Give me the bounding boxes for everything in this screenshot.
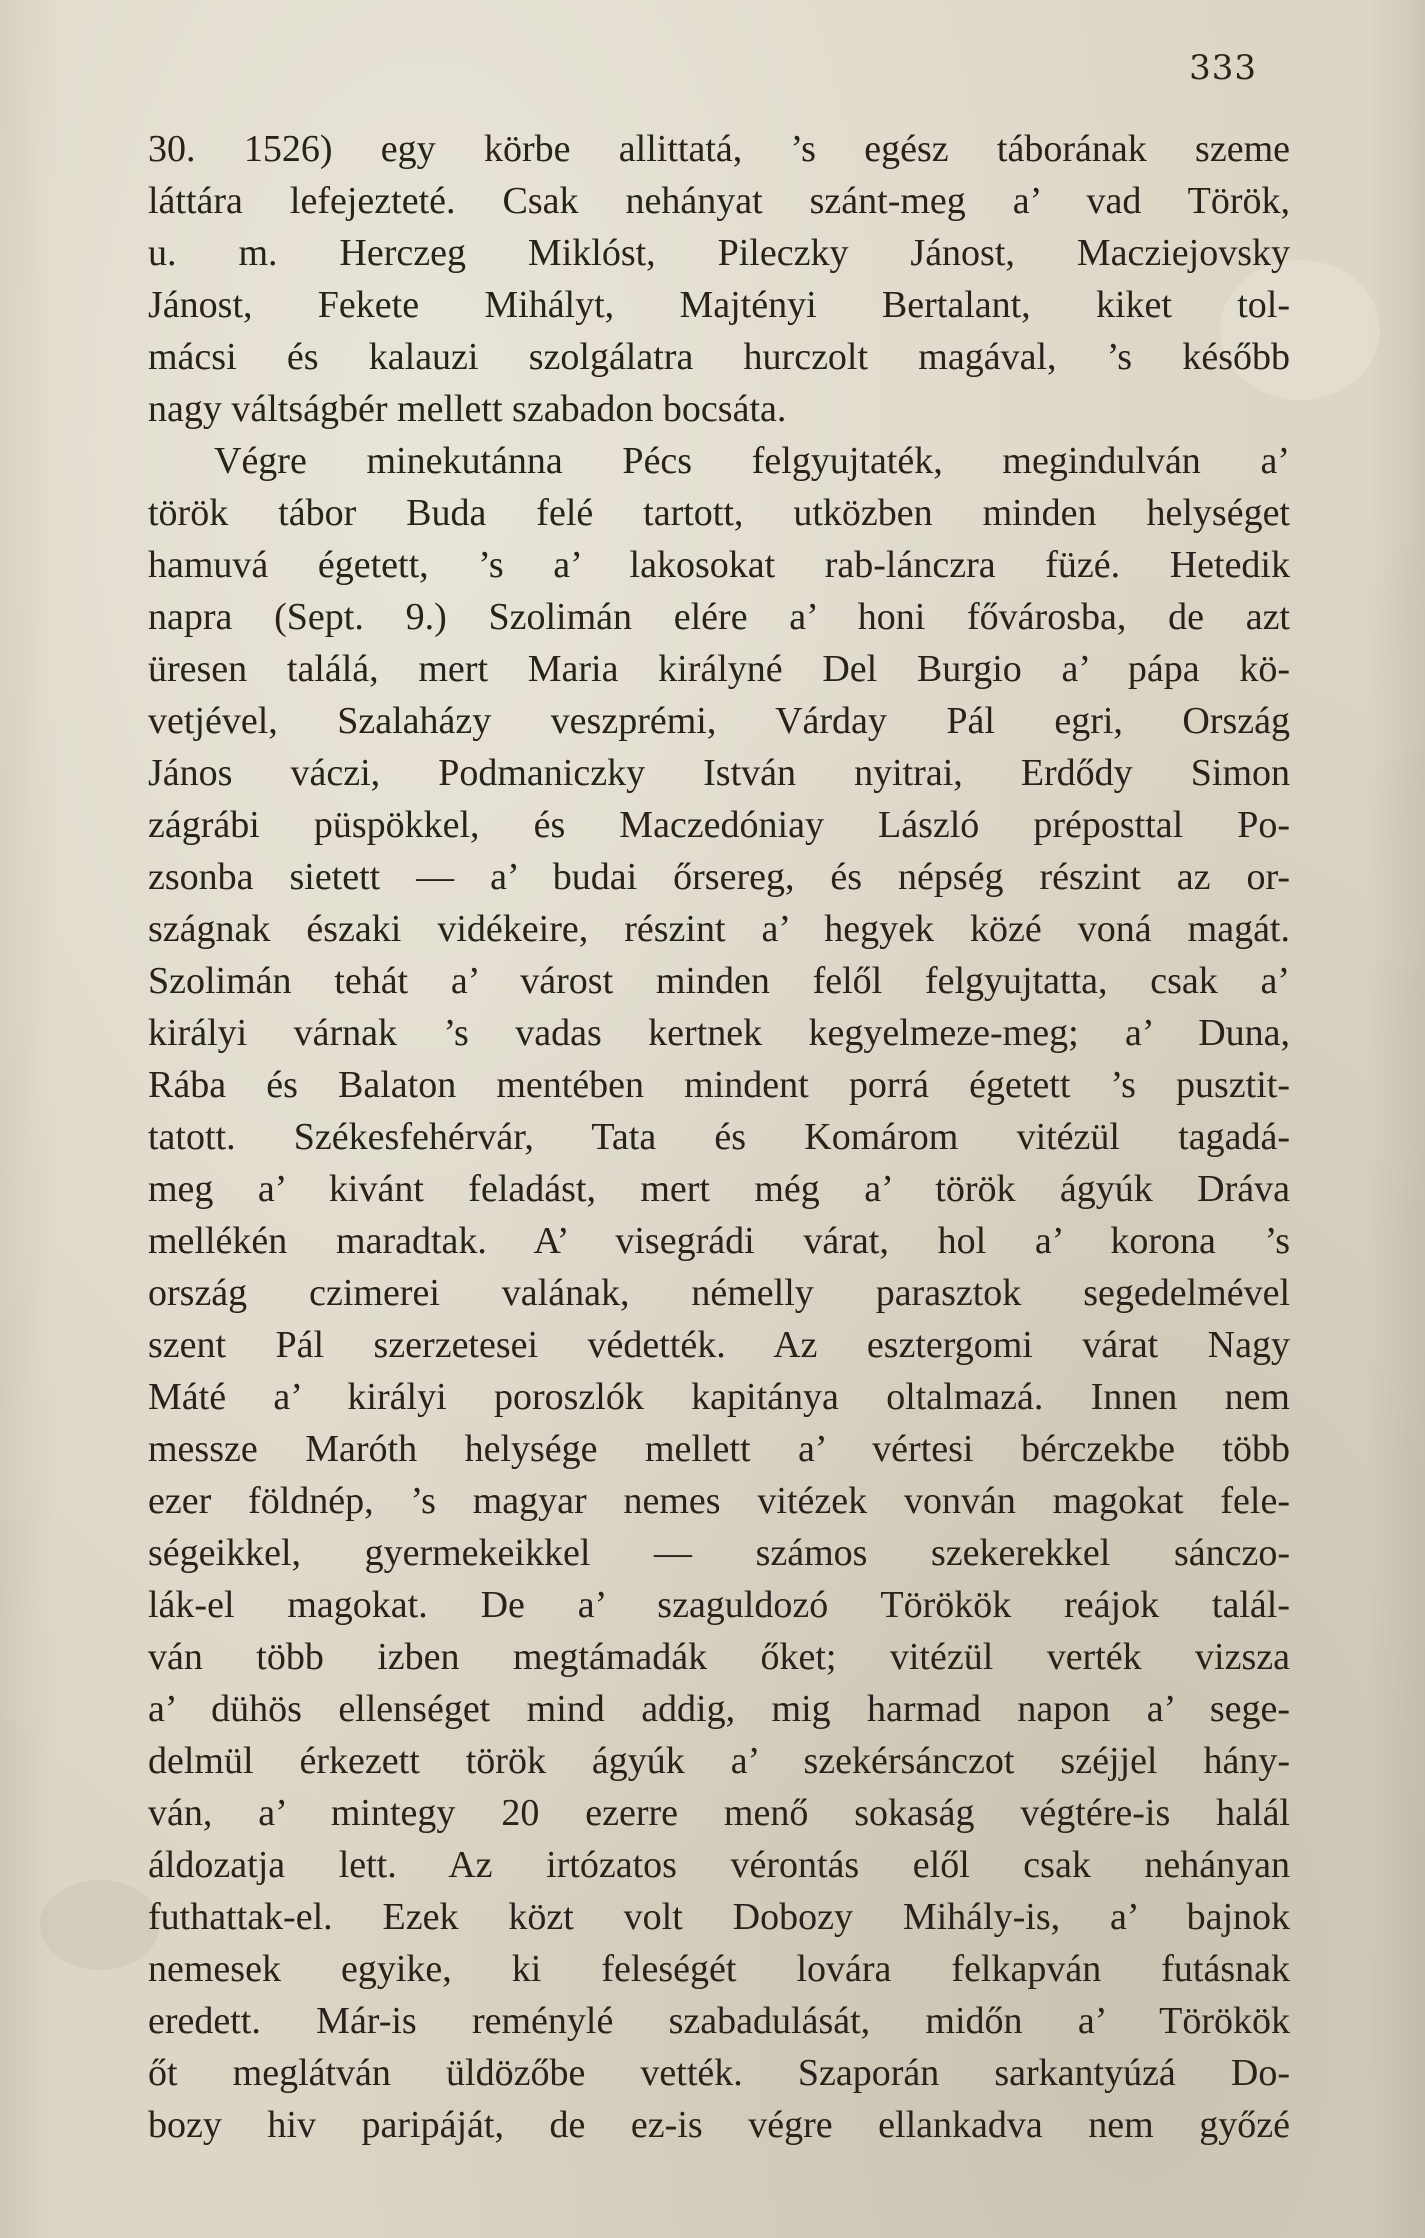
text-line: messze Maróth helysége mellett a’ vértesi bérczekbe több (148, 1428, 1290, 1470)
page-number: 333 (1189, 48, 1257, 88)
text-line: ország czimerei valának, némelly parasztok segedelmével (148, 1272, 1290, 1314)
text-line: szent Pál szerzetesei védették. Az esztergomi várat Nagy (148, 1324, 1290, 1366)
paper-stain (40, 1880, 160, 1970)
text-line: bozy hiv paripáját, de ez-is végre ellankadva nem győzé (148, 2104, 1290, 2146)
text-line: török tábor Buda felé tartott, utközben minden helységet (148, 492, 1290, 534)
text-line: Jánost, Fekete Mihályt, Majtényi Bertalant, kiket tol- (148, 284, 1290, 326)
text-line: János váczi, Podmaniczky István nyitrai, Erdődy Simon (148, 752, 1290, 794)
text-line: királyi várnak ’s vadas kertnek kegyelmeze-meg; a’ Duna, (148, 1012, 1290, 1054)
text-line: ván több izben megtámadák őket; vitézül verték vizsza (148, 1636, 1290, 1678)
text-line: Rába és Balaton mentében mindent porrá égetett ’s pusztit- (148, 1064, 1290, 1106)
text-line: szágnak északi vidékeire, részint a’ hegyek közé voná magát. (148, 908, 1290, 950)
text-line: áldozatja lett. Az irtózatos vérontás elől csak nehányan (148, 1844, 1290, 1886)
text-line: őt meglátván üldözőbe vették. Szaporán sarkantyúzá Do- (148, 2052, 1290, 2094)
text-line: nagy váltságbér mellett szabadon bocsáta. (148, 388, 787, 430)
text-line: futhattak-el. Ezek közt volt Dobozy Mihály-is, a’ bajnok (148, 1896, 1290, 1938)
text-line: a’ dühös ellenséget mind addig, mig harmad napon a’ sege- (148, 1688, 1290, 1730)
text-line: üresen találá, mert Maria királyné Del Burgio a’ pápa kö- (148, 648, 1290, 690)
text-line: ezer földnép, ’s magyar nemes vitézek vonván magokat fele- (148, 1480, 1290, 1522)
text-line: ségeikkel, gyermekeikkel — számos szekerekkel sánczo- (148, 1532, 1290, 1574)
text-line: tatott. Székesfehérvár, Tata és Komárom vitézül tagadá- (148, 1116, 1290, 1158)
text-line: hamuvá égetett, ’s a’ lakosokat rab-lánczra füzé. Hetedik (148, 544, 1290, 586)
text-line: zsonba sietett — a’ budai őrsereg, és népség részint az or- (148, 856, 1290, 898)
text-line: lák-el magokat. De a’ szaguldozó Törökök reájok talál- (148, 1584, 1290, 1626)
body-text (148, 123, 1290, 2151)
text-line: ván, a’ mintegy 20 ezerre menő sokaság végtére-is halál (148, 1792, 1290, 1834)
text-line: Végre minekutánna Pécs felgyujtaték, megindulván a’ (214, 440, 1290, 482)
text-line: napra (Sept. 9.) Szolimán elére a’ honi fővárosba, de azt (148, 596, 1290, 638)
text-line: eredett. Már-is reménylé szabadulását, midőn a’ Törökök (148, 2000, 1290, 2042)
text-line: meg a’ kivánt feladást, mert még a’ török ágyúk Dráva (148, 1168, 1290, 1210)
text-line: láttára lefejezteté. Csak nehányat szánt-meg a’ vad Török, (148, 180, 1290, 222)
text-line: delmül érkezett török ágyúk a’ szekérsánczot széjjel hány- (148, 1740, 1290, 1782)
text-line: vetjével, Szalaházy veszprémi, Várday Pál egri, Ország (148, 700, 1290, 742)
text-line: mácsi és kalauzi szolgálatra hurczolt magával, ’s később (148, 336, 1290, 378)
text-line: mellékén maradtak. A’ visegrádi várat, hol a’ korona ’s (148, 1220, 1290, 1262)
text-line: nemesek egyike, ki feleségét lovára felkapván futásnak (148, 1948, 1290, 1990)
text-line: Máté a’ királyi poroszlók kapitánya oltalmazá. Innen nem (148, 1376, 1290, 1418)
text-line: zágrábi püspökkel, és Maczedóniay László préposttal Po- (148, 804, 1290, 846)
text-line: Szolimán tehát a’ várost minden felől felgyujtatta, csak a’ (148, 960, 1290, 1002)
text-line: 30. 1526) egy körbe allittatá, ’s egész táborának szeme (148, 128, 1290, 170)
text-line: u. m. Herczeg Miklóst, Pileczky Jánost, Macziejovsky (148, 232, 1290, 274)
